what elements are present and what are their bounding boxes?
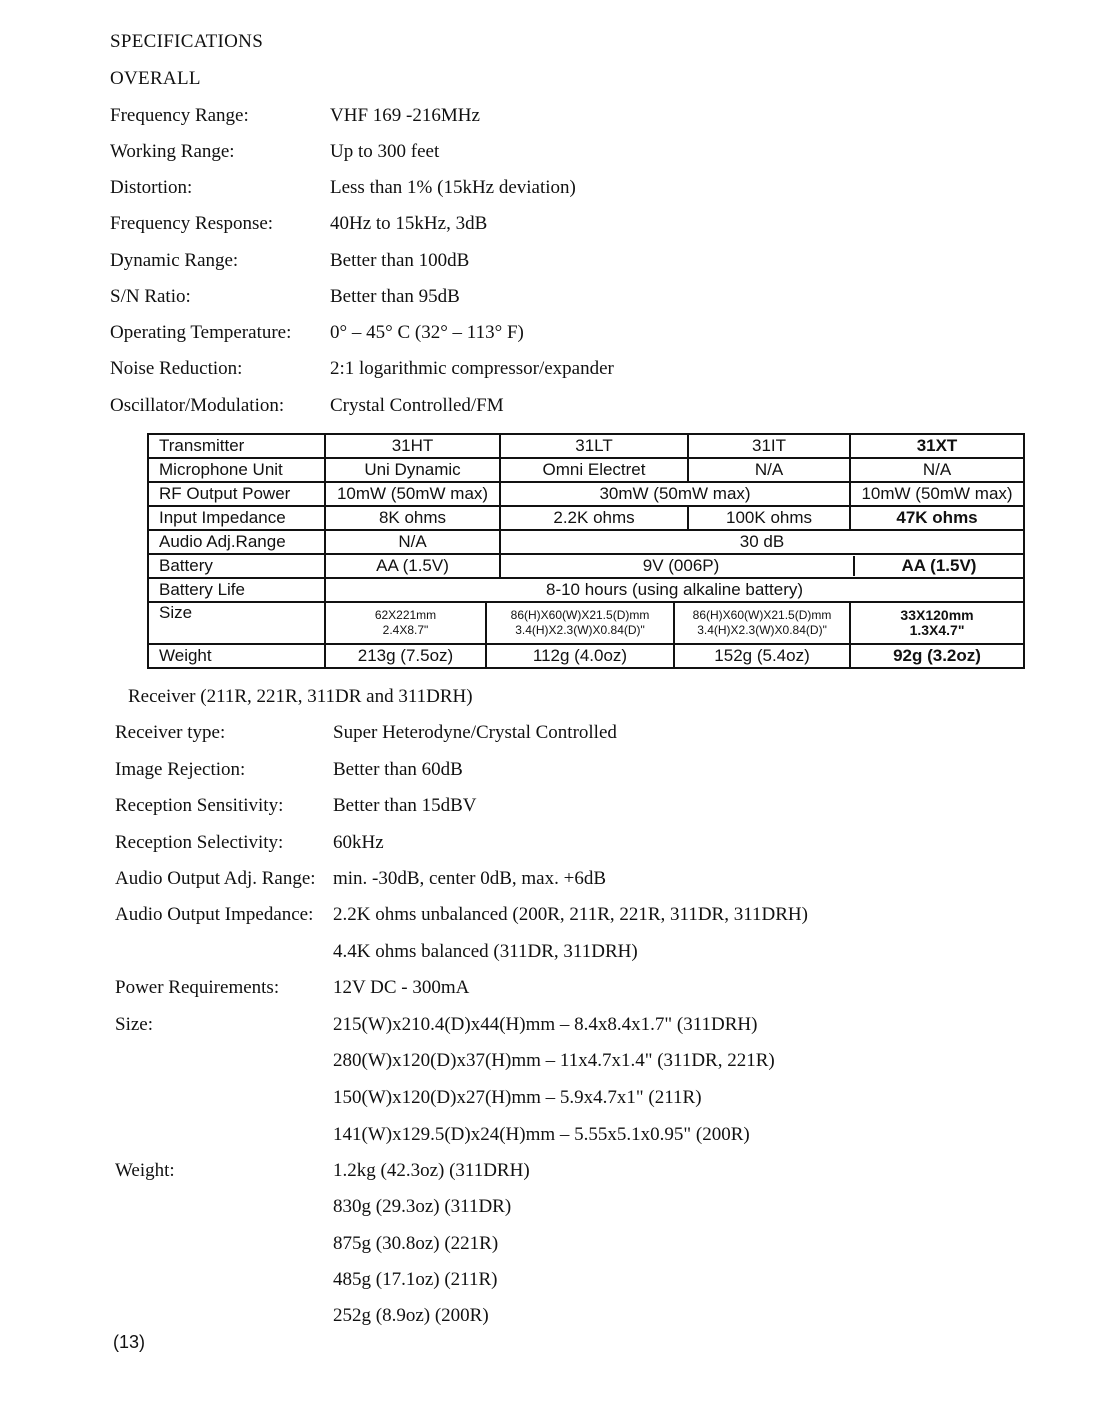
- spec-value: Better than 60dB: [333, 759, 463, 780]
- transmitter-spec-table: [147, 433, 1025, 669]
- row-header-audio-adj: Audio Adj.Range: [148, 530, 325, 554]
- spec-value: 141(W)x129.5(D)x24(H)mm – 5.55x5.1x0.95" (200R): [333, 1124, 750, 1145]
- size-in: 3.4(H)X2.3(W)X0.84(D)": [515, 623, 645, 637]
- size-in: 2.4X8.7": [382, 623, 429, 637]
- spec-weight-3: [115, 1233, 498, 1255]
- spec-label: Operating Temperature:: [110, 322, 292, 343]
- row-header-size: Size: [148, 602, 325, 644]
- spec-label: Frequency Range:: [110, 105, 249, 126]
- table-cell: [486, 602, 674, 644]
- spec-image-rejection: [115, 759, 463, 781]
- table-row: [148, 578, 1024, 602]
- table-cell: Omni Electret: [500, 458, 688, 482]
- spec-weight-2: [115, 1196, 511, 1218]
- spec-label: Dynamic Range:: [110, 250, 239, 271]
- spec-reception-selectivity: [115, 832, 384, 854]
- row-header-battery-life: Battery Life: [148, 578, 325, 602]
- size-mm: 33X120mm: [900, 607, 974, 623]
- row-header-rf-output: RF Output Power: [148, 482, 325, 506]
- row-header-microphone: Microphone Unit: [148, 458, 325, 482]
- table-cell: 30 dB: [500, 530, 1024, 554]
- spec-value: 2:1 logarithmic compressor/expander: [330, 358, 614, 379]
- size-mm: 86(H)X60(W)X21.5(D)mm: [510, 608, 650, 622]
- spec-value: Better than 100dB: [330, 250, 470, 271]
- spec-value: 40Hz to 15kHz, 3dB: [330, 213, 488, 234]
- spec-value: 830g (29.3oz) (311DR): [333, 1196, 512, 1217]
- table-cell: N/A: [688, 458, 850, 482]
- spec-label: S/N Ratio:: [110, 286, 191, 307]
- spec-value: 0° – 45° C (32° – 113° F): [330, 322, 524, 343]
- spec-weight-5: [115, 1305, 489, 1327]
- spec-value: Super Heterodyne/Crystal Controlled: [333, 722, 617, 743]
- spec-label: Size:: [115, 1014, 153, 1035]
- spec-dynamic-range: [110, 250, 469, 272]
- spec-value: Crystal Controlled/FM: [330, 395, 504, 416]
- table-cell: Uni Dynamic: [325, 458, 500, 482]
- spec-size-4: [115, 1124, 750, 1146]
- spec-label: Weight:: [115, 1160, 175, 1181]
- spec-label: Audio Output Adj. Range:: [115, 868, 316, 889]
- size-mm: 62X221mm: [374, 608, 437, 622]
- model-31xt: 31XT: [850, 434, 1024, 458]
- table-row: [148, 644, 1024, 668]
- table-cell: 8-10 hours (using alkaline battery): [325, 578, 1024, 602]
- table-row: [148, 530, 1024, 554]
- spec-size: [115, 1014, 757, 1036]
- spec-sn-ratio: [110, 286, 460, 308]
- table-cell: 100K ohms: [688, 506, 850, 530]
- model-31ht: 31HT: [325, 434, 500, 458]
- row-header-battery: Battery: [148, 554, 325, 578]
- spec-value: 485g (17.1oz) (211R): [333, 1269, 498, 1290]
- spec-label: Reception Sensitivity:: [115, 795, 284, 816]
- model-31lt: 31LT: [500, 434, 688, 458]
- spec-value: min. -30dB, center 0dB, max. +6dB: [333, 868, 606, 889]
- spec-label: Oscillator/Modulation:: [110, 395, 285, 416]
- spec-value: 150(W)x120(D)x27(H)mm – 5.9x4.7x1" (211R): [333, 1087, 702, 1108]
- spec-label: Working Range:: [110, 141, 235, 162]
- spec-value: Less than 1% (15kHz deviation): [330, 177, 576, 198]
- spec-label: Power Requirements:: [115, 977, 280, 998]
- battery-9v: 9V (006P): [642, 556, 720, 575]
- table-cell: [850, 602, 1024, 644]
- spec-value: Better than 15dBV: [333, 795, 477, 816]
- spec-noise-reduction: [110, 358, 614, 380]
- table-row: [148, 602, 1024, 644]
- spec-value: 875g (30.8oz) (221R): [333, 1233, 499, 1254]
- table-cell: 92g (3.2oz): [850, 644, 1024, 668]
- overall-heading: OVERALL: [110, 68, 201, 89]
- table-cell: 30mW (50mW max): [500, 482, 850, 506]
- spec-value: 280(W)x120(D)x37(H)mm – 11x4.7x1.4" (311DR, 221R): [333, 1050, 775, 1071]
- table-row: [148, 506, 1024, 530]
- spec-label: Noise Reduction:: [110, 358, 243, 379]
- spec-receiver-type: [115, 722, 617, 744]
- table-cell: 213g (7.5oz): [325, 644, 486, 668]
- spec-label: Reception Selectivity:: [115, 832, 284, 853]
- model-31it: 31IT: [688, 434, 850, 458]
- spec-value: 252g (8.9oz) (200R): [333, 1305, 489, 1326]
- table-cell: 2.2K ohms: [500, 506, 688, 530]
- spec-value: 1.2kg (42.3oz) (311DRH): [333, 1160, 530, 1181]
- spec-audio-output-impedance-2: [115, 941, 638, 963]
- spec-weight: [115, 1160, 530, 1182]
- table-cell: 47K ohms: [850, 506, 1024, 530]
- spec-value: 2.2K ohms unbalanced (200R, 211R, 221R, 311DR, 311DRH): [333, 904, 808, 925]
- row-header-weight: Weight: [148, 644, 325, 668]
- spec-distortion: [110, 177, 576, 199]
- spec-value: 60kHz: [333, 832, 384, 853]
- spec-operating-temperature: [110, 322, 524, 344]
- spec-reception-sensitivity: [115, 795, 477, 817]
- size-in: 3.4(H)X2.3(W)X0.84(D)": [697, 623, 827, 637]
- spec-label: Distortion:: [110, 177, 193, 198]
- spec-value: 12V DC - 300mA: [333, 977, 470, 998]
- table-row: [148, 458, 1024, 482]
- spec-oscillator-modulation: [110, 395, 504, 417]
- spec-label: Receiver type:: [115, 722, 226, 743]
- spec-size-2: [115, 1050, 775, 1072]
- table-cell: 112g (4.0oz): [486, 644, 674, 668]
- spec-value: VHF 169 -216MHz: [330, 105, 480, 126]
- size-mm: 86(H)X60(W)X21.5(D)mm: [692, 608, 832, 622]
- receiver-heading: Receiver (211R, 221R, 311DR and 311DRH): [128, 686, 473, 707]
- table-cell: 8K ohms: [325, 506, 500, 530]
- spec-label: Audio Output Impedance:: [115, 904, 314, 925]
- table-cell: [500, 554, 1024, 578]
- spec-audio-output-adj: [115, 868, 606, 890]
- page-number: (13): [113, 1332, 146, 1352]
- spec-audio-output-impedance: [115, 904, 808, 926]
- spec-power-requirements: [115, 977, 469, 999]
- row-header-transmitter: Transmitter: [148, 434, 325, 458]
- table-row: [148, 434, 1024, 458]
- table-row: [148, 554, 1024, 578]
- spec-label: Image Rejection:: [115, 759, 246, 780]
- table-cell: N/A: [850, 458, 1024, 482]
- row-header-input-impedance: Input Impedance: [148, 506, 325, 530]
- spec-value: Better than 95dB: [330, 286, 460, 307]
- table-cell: 10mW (50mW max): [850, 482, 1024, 506]
- table-cell: 152g (5.4oz): [674, 644, 850, 668]
- table-cell: N/A: [325, 530, 500, 554]
- size-in: 1.3X4.7": [909, 622, 965, 638]
- spec-frequency-range: [110, 105, 480, 127]
- table-cell: [674, 602, 850, 644]
- spec-label: Frequency Response:: [110, 213, 274, 234]
- spec-weight-4: [115, 1269, 497, 1291]
- spec-working-range: [110, 141, 439, 163]
- spec-size-3: [115, 1087, 702, 1109]
- table-cell: [325, 602, 486, 644]
- spec-value: Up to 300 feet: [330, 141, 440, 162]
- table-cell: AA (1.5V): [325, 554, 500, 578]
- battery-aa: AA (1.5V): [853, 556, 1023, 576]
- spec-value: 4.4K ohms balanced (311DR, 311DRH): [333, 941, 638, 962]
- spec-frequency-response: [110, 213, 487, 235]
- table-cell: 10mW (50mW max): [325, 482, 500, 506]
- table-row: [148, 482, 1024, 506]
- spec-value: 215(W)x210.4(D)x44(H)mm – 8.4x8.4x1.7" (311DRH): [333, 1014, 758, 1035]
- page-title: SPECIFICATIONS: [110, 31, 264, 52]
